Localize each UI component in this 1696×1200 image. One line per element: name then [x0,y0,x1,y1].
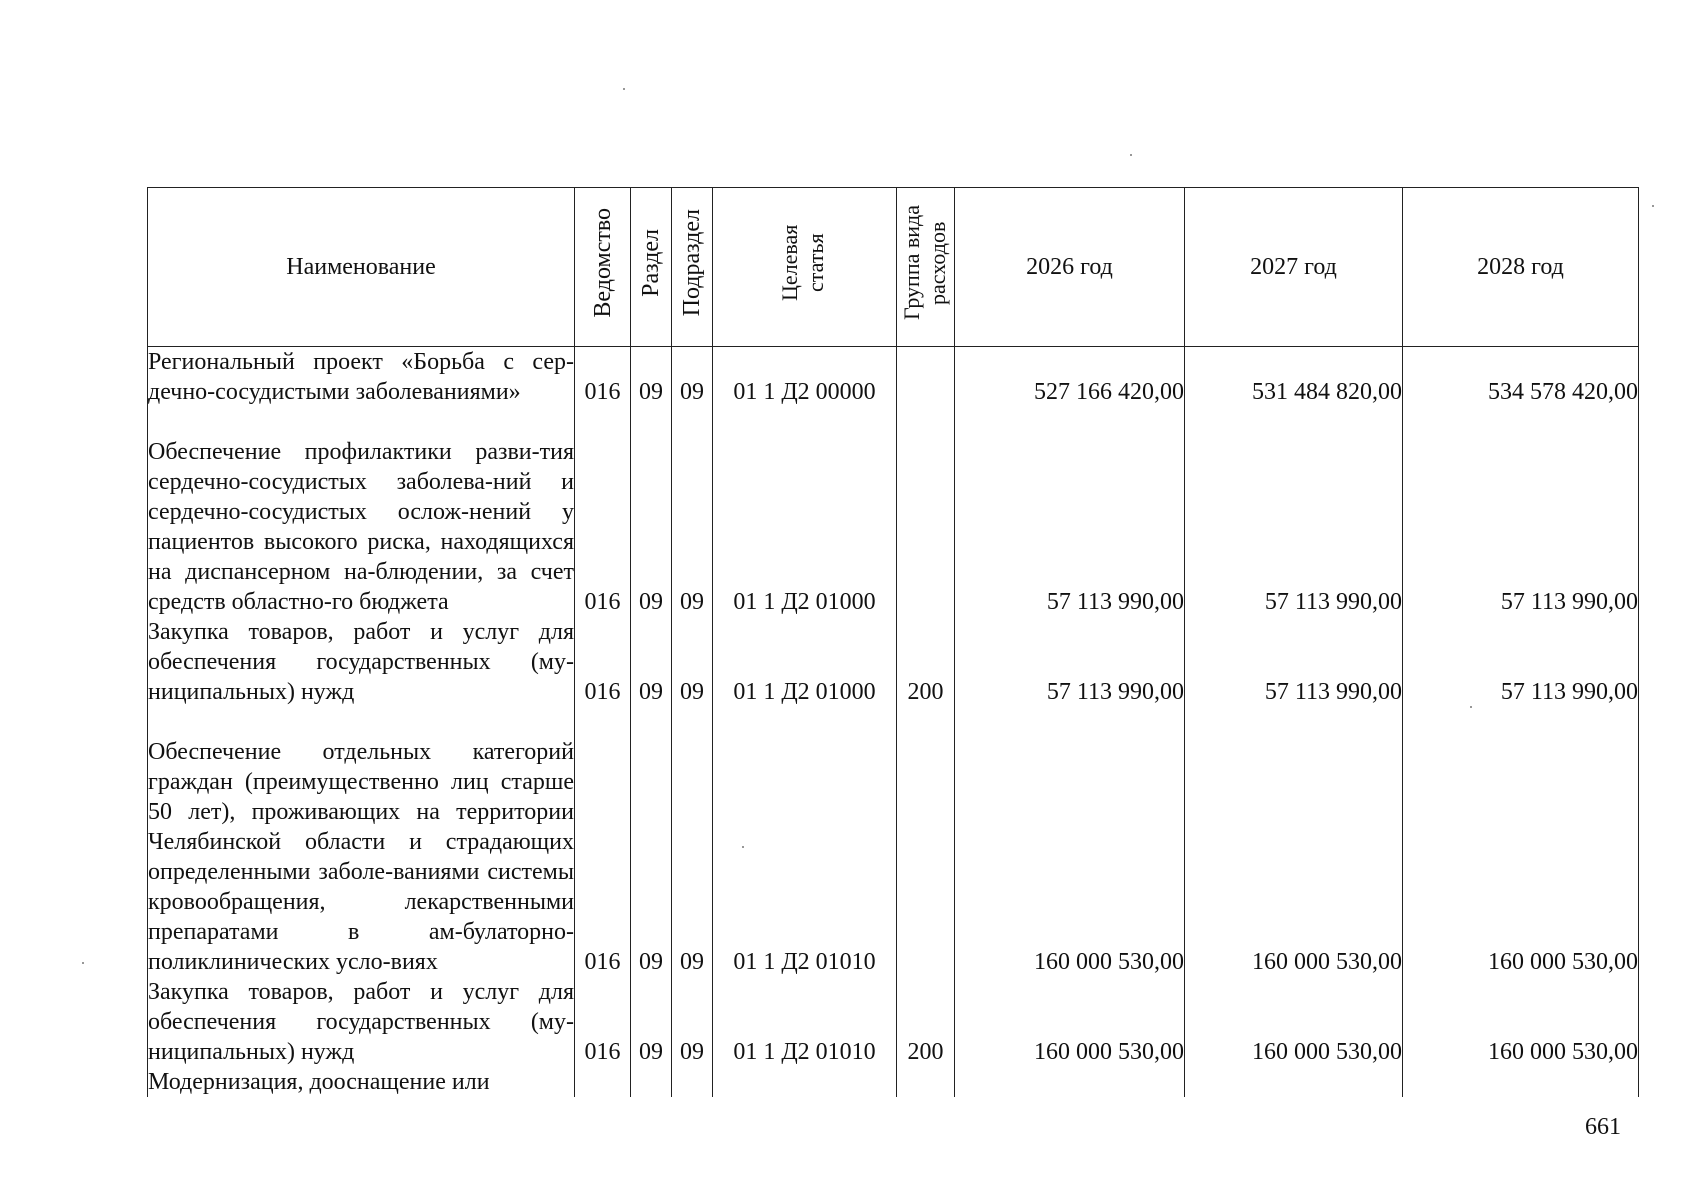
row-target-article: 01 1 Д2 01000 [713,407,897,617]
header-2028: 2028 год [1403,188,1639,347]
row-expense-group [897,347,955,408]
row-name: Модернизация, дооснащение или [148,1067,575,1097]
row-department: 016 [575,347,631,408]
scan-speck [1130,154,1132,156]
row-name: Обеспечение отдельных категорий граждан (преимущественно лиц старше 50 лет), проживающих на территории Челябинской области и страдающих определенными заболе-ваниями системы кровообращения, лекарственными препаратами в ам-булаторно-поликлинических усло-виях [148,707,575,977]
row-section [631,1067,672,1097]
row-department: 016 [575,977,631,1067]
row-amount-2028: 160 000 530,00 [1403,977,1639,1067]
row-department: 016 [575,617,631,707]
row-name: Обеспечение профилактики разви-тия сердечно-сосудистых заболева-ний и сердечно-сосудистых ослож-нений у пациентов высокого риска, находящихся на диспансерном на-блюдении, за счет средств областно-го бюджета [148,407,575,617]
row-expense-group: 200 [897,617,955,707]
header-2027: 2027 год [1185,188,1403,347]
table-row [148,407,1639,617]
row-amount-2027 [1185,1067,1403,1097]
table-header-row [148,188,1639,347]
row-section: 09 [631,347,672,408]
row-amount-2028: 57 113 990,00 [1403,617,1639,707]
header-2026: 2026 год [955,188,1185,347]
row-amount-2026: 527 166 420,00 [955,347,1185,408]
row-section: 09 [631,407,672,617]
row-expense-group [897,407,955,617]
row-amount-2026: 160 000 530,00 [955,977,1185,1067]
row-amount-2026: 57 113 990,00 [955,407,1185,617]
row-name: Региональный проект «Борьба с сер-дечно-сосудистыми заболеваниями» [148,347,575,408]
row-amount-2028: 534 578 420,00 [1403,347,1639,408]
row-target-article: 01 1 Д2 01000 [713,617,897,707]
scan-speck [1652,205,1654,207]
row-amount-2026 [955,1067,1185,1097]
row-expense-group: 200 [897,977,955,1067]
row-amount-2027: 160 000 530,00 [1185,707,1403,977]
row-amount-2028 [1403,1067,1639,1097]
row-subsection: 09 [672,407,713,617]
row-target-article: 01 1 Д2 00000 [713,347,897,408]
row-section: 09 [631,707,672,977]
row-section: 09 [631,977,672,1067]
row-name: Закупка товаров, работ и услуг для обеспечения государственных (му-ниципальных) нужд [148,619,574,705]
table-row [148,617,1639,707]
table-row [148,347,1639,408]
page-number: 661 [1585,1114,1621,1140]
row-subsection: 09 [672,977,713,1067]
budget-table [147,187,1639,1097]
row-subsection: 09 [672,707,713,977]
row-target-article: 01 1 Д2 01010 [713,977,897,1067]
row-name: Закупка товаров, работ и услуг для обеспечения государственных (му-ниципальных) нужд [148,979,574,1065]
row-department: 016 [575,407,631,617]
row-amount-2028: 57 113 990,00 [1403,407,1639,617]
row-expense-group [897,1067,955,1097]
header-section: Раздел [631,188,672,347]
header-name: Наименование [148,188,575,347]
row-amount-2027: 160 000 530,00 [1185,977,1403,1067]
header-subsection: Подраздел [672,188,713,347]
header-expense-group: Группа вида расходов [897,188,955,347]
header-department: Ведомство [575,188,631,347]
row-department: 016 [575,707,631,977]
row-subsection: 09 [672,347,713,408]
row-expense-group [897,707,955,977]
scan-speck [623,88,625,90]
row-target-article [713,1067,897,1097]
table-row [148,1067,1639,1097]
row-amount-2028: 160 000 530,00 [1403,707,1639,977]
header-target-article: Целевая статья [713,188,897,347]
scan-speck [82,962,84,964]
table-row [148,707,1639,977]
row-subsection [672,1067,713,1097]
row-target-article: 01 1 Д2 01010 [713,707,897,977]
row-subsection: 09 [672,617,713,707]
row-section: 09 [631,617,672,707]
table-row [148,977,1639,1067]
row-amount-2027: 531 484 820,00 [1185,347,1403,408]
row-amount-2026: 57 113 990,00 [955,617,1185,707]
row-amount-2026: 160 000 530,00 [955,707,1185,977]
row-department [575,1067,631,1097]
row-amount-2027: 57 113 990,00 [1185,617,1403,707]
row-amount-2027: 57 113 990,00 [1185,407,1403,617]
